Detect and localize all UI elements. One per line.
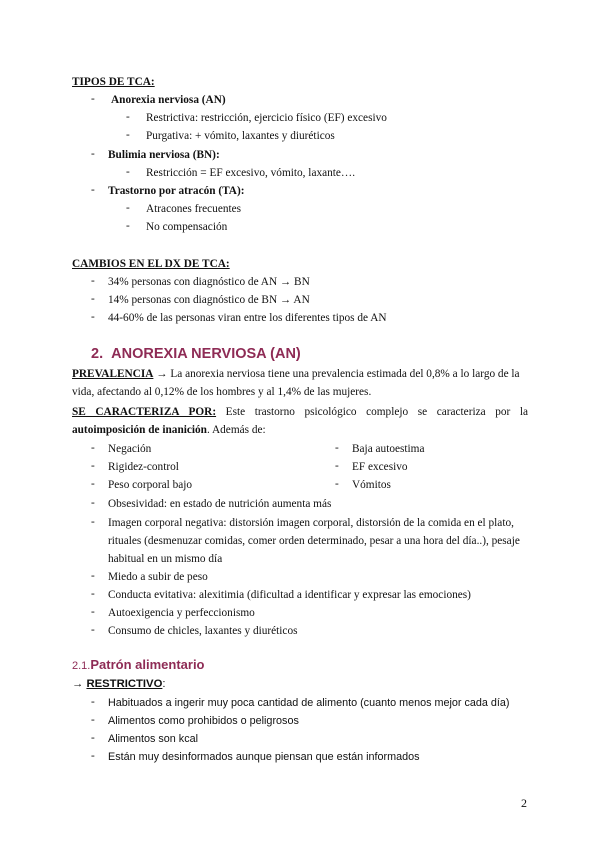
trait-right-2: EF excesivo [352,461,408,473]
restrictivo-item-2: Alimentos como prohibidos o peligrosos [108,715,299,727]
bullet-dash: - [91,497,95,509]
bullet-dash: - [91,184,95,196]
restrictivo-item-1: Habituados a ingerir muy poca cantidad de alimento (cuanto menos mejor cada día) [108,697,510,709]
caracteriza-line-2 [72,423,266,437]
caracteriza-bold: autoimposición de inanición [72,424,207,436]
bullet-dash: - [91,714,95,726]
prevalencia-label: PREVALENCIA [72,368,154,380]
bullet-dash: - [91,293,95,305]
arrow-glyph: → [153,368,171,380]
trait-right-1: Baja autoestima [352,443,425,455]
trait-left-3: Peso corporal bajo [108,479,193,491]
cambios-heading: CAMBIOS EN EL DX DE TCA: [72,258,230,270]
bullet-dash: - [335,442,339,454]
arrow-glyph: → [72,678,87,690]
trait-conducta: Conducta evitativa: alexitimia (dificultad a identificar y expresar las emociones) [108,589,471,601]
tipo-an-label: Anorexia nerviosa (AN) [111,94,226,106]
bullet-dash: - [91,588,95,600]
caracteriza-text-1: Este trastorno psicológico complejo se caracteriza por la [225,406,528,418]
bullet-dash: - [126,202,130,214]
bullet-dash: - [91,148,95,160]
bullet-dash: - [91,442,95,454]
cambios-item-2: 14% personas con diagnóstico de BN → AN [108,294,310,306]
section-21-heading [72,657,205,674]
bullet-dash: - [91,516,95,528]
restrictivo-item-3: Alimentos son kcal [108,733,199,745]
bullet-dash: - [91,460,95,472]
restrictivo-colon: : [162,678,166,690]
bullet-dash: - [91,696,95,708]
bullet-dash: - [335,478,339,490]
bullet-dash: - [91,93,95,105]
trait-consumo: Consumo de chicles, laxantes y diuréticos [108,625,298,637]
bullet-dash: - [91,275,95,287]
tipo-an-sub-2: Purgativa: + vómito, laxantes y diuréticos [146,130,335,142]
bullet-dash: - [335,460,339,472]
bullet-dash: - [91,732,95,744]
bullet-dash: - [126,111,130,123]
bullet-dash: - [126,129,130,141]
bullet-dash: - [91,570,95,582]
restrictivo-line [72,677,166,691]
trait-autoexigencia: Autoexigencia y perfeccionismo [108,607,255,619]
prevalencia-text-1: La anorexia nerviosa tiene una prevalencia estimada del 0,8% a lo largo de la [170,368,520,380]
trait-imagen-3: habitual en un mismo día [108,553,223,565]
trait-imagen-1: Imagen corporal negativa: distorsión imagen corporal, distorsión de la comida en el plato, [108,517,514,529]
bullet-dash: - [91,750,95,762]
section-21-title: Patrón alimentario [90,657,205,672]
tipo-ta-label: Trastorno por atracón (TA): [108,185,245,197]
trait-left-1: Negación [108,443,152,455]
bullet-dash: - [91,624,95,636]
tipo-bn-sub-1: Restricción = EF excesivo, vómito, laxante…. [146,167,356,179]
cambios-item-3: 44-60% de las personas viran entre los diferentes tipos de AN [108,312,387,324]
trait-imagen-2: rituales (desmenuzar comidas, comer orden determinado, pesar a una hora del día..), pesaje [108,535,520,547]
trait-right-3: Vómitos [352,479,391,491]
section-21-number: 2.1. [72,660,91,672]
tipo-ta-sub-1: Atracones frecuentes [146,203,242,215]
bullet-dash: - [91,606,95,618]
trait-left-2: Rigidez-control [108,461,179,473]
tipo-ta-sub-2: No compensación [146,221,228,233]
page-number: 2 [521,796,527,810]
section-2-heading [91,345,301,363]
restrictivo-item-4: Están muy desinformados aunque piensan que están informados [108,751,420,763]
bullet-dash: - [91,311,95,323]
prevalencia-line-1 [72,367,528,381]
bullet-dash: - [126,166,130,178]
restrictivo-label: RESTRICTIVO [86,678,163,690]
caracteriza-line-1 [72,405,528,419]
tipo-an-sub-1: Restrictiva: restricción, ejercicio físico (EF) excesivo [146,112,387,124]
bullet-dash: - [126,220,130,232]
caracteriza-label: SE CARACTERIZA POR: [72,406,217,418]
tipo-bn-label: Bulimia nerviosa (BN): [108,149,220,161]
section-2-number: 2. [91,346,104,362]
trait-miedo: Miedo a subir de peso [108,571,208,583]
section-2-title: ANOREXIA NERVIOSA (AN) [111,346,301,362]
bullet-dash: - [91,478,95,490]
tipos-heading: TIPOS DE TCA: [72,76,155,88]
trait-obsesividad: Obsesividad: en estado de nutrición aumenta más [108,498,332,510]
cambios-item-1: 34% personas con diagnóstico de AN → BN [108,276,310,288]
prevalencia-text-2: vida, afectando al 0,12% de los hombres y al 1,4% de las mujeres. [72,386,372,398]
caracteriza-rest: . Además de: [206,424,266,436]
